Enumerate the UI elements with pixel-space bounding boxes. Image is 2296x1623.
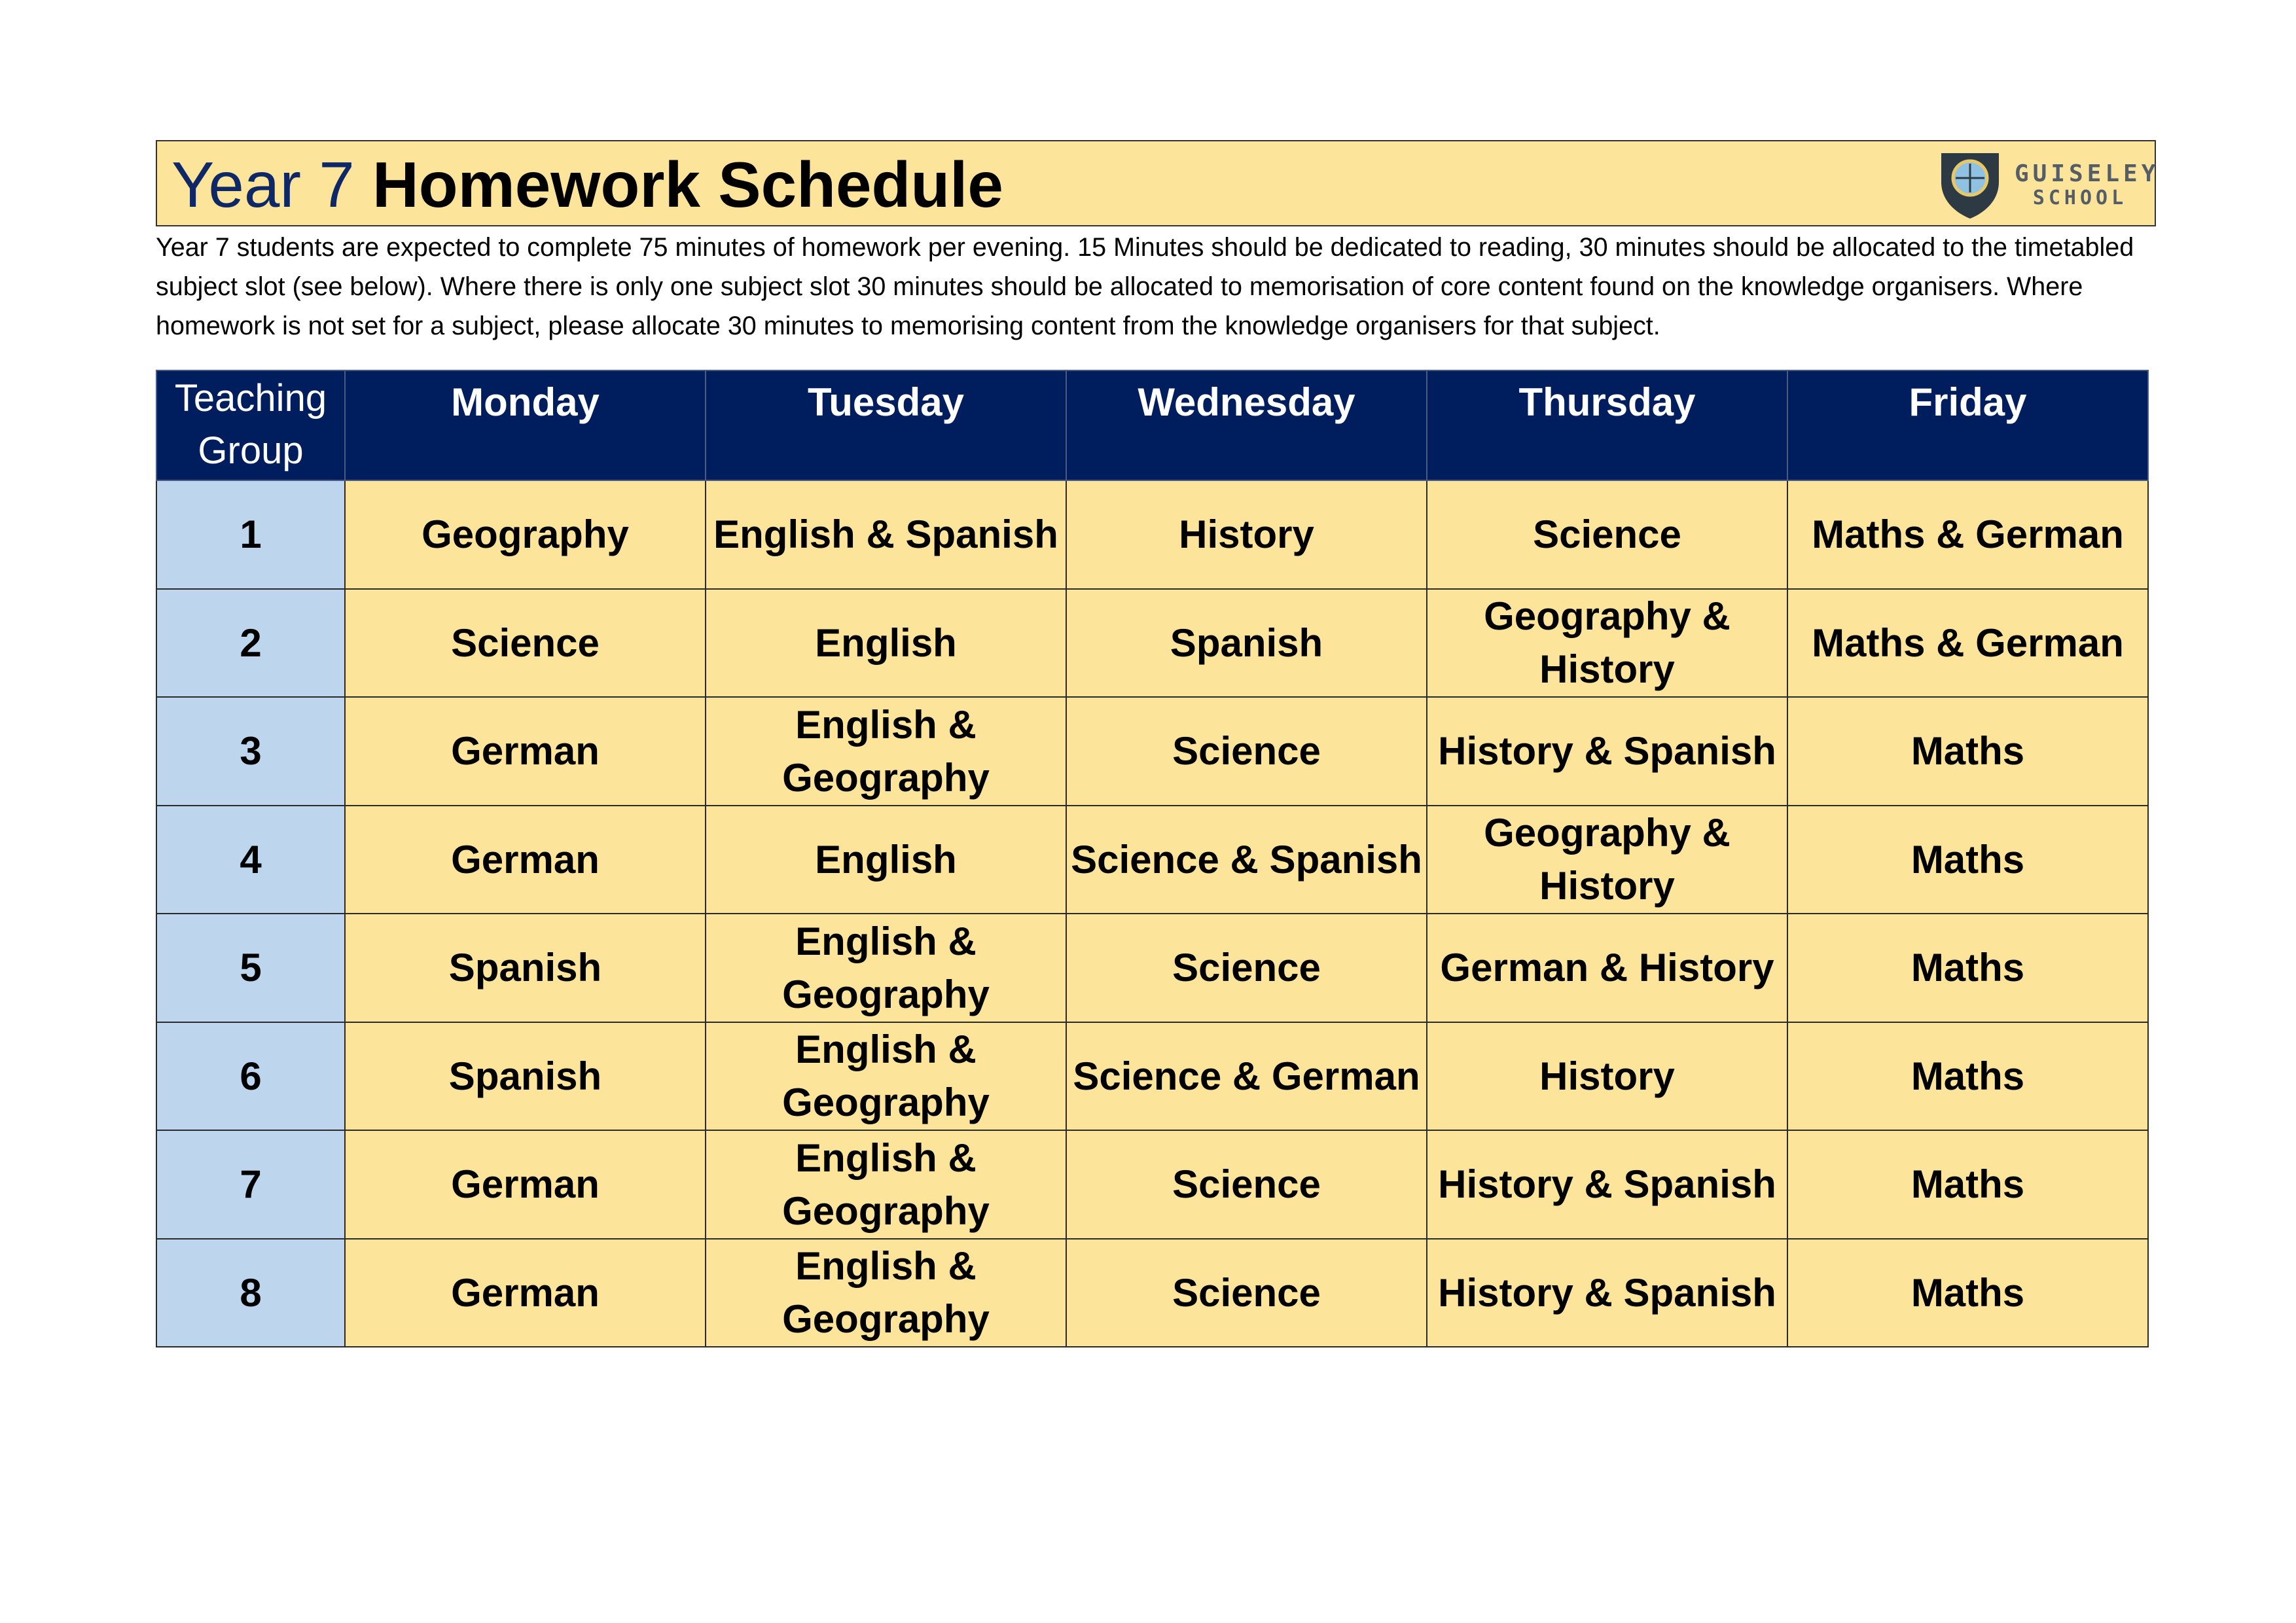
table-row [156,914,2148,1022]
subject-cell: Geography & History [1427,806,1787,914]
table-header-row [156,370,2148,480]
title-main: Homework Schedule [372,149,1003,221]
subject-cell: German [345,1130,706,1239]
subject-cell: English & Geography [706,1130,1066,1239]
subject-cell: Science & German [1066,1022,1427,1131]
table-row [156,589,2148,698]
column-header-teaching-group: Teaching Group [156,370,345,480]
subject-cell: Maths [1787,806,2148,914]
table-row [156,1130,2148,1239]
intro-paragraph: Year 7 students are expected to complete 75 minutes of homework per evening. 15 Minutes should be dedicated to reading, 30 minutes should be allocated to the timetabled subject slot (see below). Where there is only one subject slot 30 minutes should be allocated to memorisation of core content found on the knowledge organisers. Where homework is not set for a subject, please allocate 30 minutes to memorising content from the knowledge organisers for that subject. [156,233,2134,340]
column-header-tuesday: Tuesday [706,370,1066,480]
teaching-group-cell: 7 [156,1130,345,1239]
subject-cell: Maths & German [1787,589,2148,698]
subject-cell: History & Spanish [1427,1239,1787,1347]
subject-cell: History & Spanish [1427,697,1787,806]
subject-cell: German [345,806,706,914]
column-header-wednesday: Wednesday [1066,370,1427,480]
subject-cell: German [345,1239,706,1347]
title-banner [156,140,2160,226]
subject-cell: English [706,806,1066,914]
subject-cell: Maths [1787,697,2148,806]
logo-line-1: GUISELEY [2015,160,2160,187]
teaching-group-cell: 5 [156,914,345,1022]
table-row [156,1239,2148,1347]
subject-cell: German & History [1427,914,1787,1022]
table-row [156,806,2148,914]
subject-cell: Spanish [345,1022,706,1131]
teaching-group-cell: 8 [156,1239,345,1347]
subject-cell: English & Spanish [706,480,1066,589]
column-header-thursday: Thursday [1427,370,1787,480]
teaching-group-cell: 2 [156,589,345,698]
subject-cell: English [706,589,1066,698]
subject-cell: Science [1066,1239,1427,1347]
logo-text [2015,160,2160,209]
teaching-group-cell: 3 [156,697,345,806]
subject-cell: German [345,697,706,806]
subject-cell: Science [1066,697,1427,806]
subject-cell: Spanish [1066,589,1427,698]
subject-cell: History & Spanish [1427,1130,1787,1239]
subject-cell: Science [1427,480,1787,589]
subject-cell: English & Geography [706,1239,1066,1347]
title-year: Year 7 [171,149,355,221]
subject-cell: Science & Spanish [1066,806,1427,914]
subject-cell: Science [345,589,706,698]
table-row [156,480,2148,589]
school-logo [1937,149,2160,221]
column-header-friday: Friday [1787,370,2148,480]
page-title [171,148,1003,221]
subject-cell: English & Geography [706,914,1066,1022]
subject-cell: Maths & German [1787,480,2148,589]
teaching-group-cell: 1 [156,480,345,589]
subject-cell: Geography & History [1427,589,1787,698]
subject-cell: Maths [1787,1022,2148,1131]
table-row [156,1022,2148,1131]
column-header-monday: Monday [345,370,706,480]
subject-cell: History [1066,480,1427,589]
subject-cell: History [1427,1022,1787,1131]
subject-cell: English & Geography [706,1022,1066,1131]
table-body [156,480,2148,1347]
subject-cell: Maths [1787,1239,2148,1347]
table-row [156,697,2148,806]
subject-cell: Science [1066,914,1427,1022]
school-crest-icon [1937,149,2003,220]
subject-cell: Geography [345,480,706,589]
subject-cell: Maths [1787,1130,2148,1239]
subject-cell: Maths [1787,914,2148,1022]
teaching-group-cell: 4 [156,806,345,914]
homework-schedule-table [156,370,2149,1347]
teaching-group-cell: 6 [156,1022,345,1131]
subject-cell: Science [1066,1130,1427,1239]
logo-line-2: SCHOOL [2032,187,2128,209]
subject-cell: Spanish [345,914,706,1022]
subject-cell: English & Geography [706,697,1066,806]
